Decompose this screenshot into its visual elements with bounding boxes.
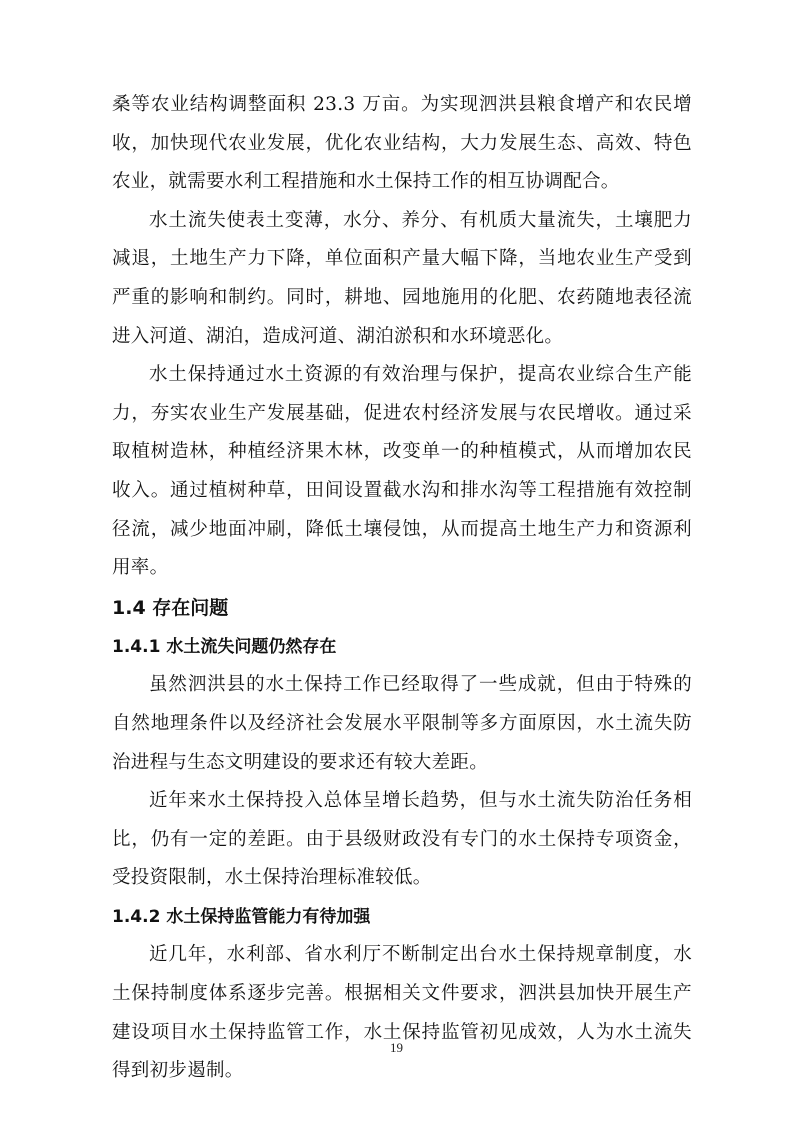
subsection-heading-supervision-capacity: 1.4.2 水土保持监管能力有待加强	[112, 906, 371, 927]
section-heading-existing-problems: 1.4 存在问题	[112, 596, 229, 619]
paragraph-supervision-progress: 近几年，水利部、省水利厅不断制定出台水土保持规章制度，水土保持制度体系逐步完善。根据相关文件要求，泗洪县加快开展生产建设项目水土保持监管工作，水土保持监管初见成效，人为水土流失得到初步遏制。	[112, 944, 692, 1082]
paragraph-agriculture-structure: 桑等农业结构调整面积 23.3 万亩。为实现泗洪县粮食增产和农民增收，加快现代农业发展，优化农业结构，大力发展生态、高效、特色农业，就需要水利工程措施和水土保持工作的相互协调配合。	[112, 94, 692, 193]
paragraph-erosion-gap: 虽然泗洪县的水土保持工作已经取得了一些成就，但由于特殊的自然地理条件以及经济社会发展水平限制等多方面原因，水土流失防治进程与生态文明建设的要求还有较大差距。	[112, 674, 692, 773]
subsection-heading-erosion-persists: 1.4.1 水土流失问题仍然存在	[112, 636, 337, 657]
page-number: 19	[390, 1040, 403, 1055]
paragraph-erosion-impact: 水土流失使表土变薄，水分、养分、有机质大量流失，土壤肥力减退，土地生产力下降，单位面积产量大幅下降，当地农业生产受到严重的影响和制约。同时，耕地、园地施用的化肥、农药随地表径流进入河道、湖泊，造成河道、湖泊淤积和水环境恶化。	[112, 209, 692, 347]
paragraph-conservation-benefits: 水土保持通过水土资源的有效治理与保护，提高农业综合生产能力，夯实农业生产发展基础，促进农村经济发展与农民增收。通过采取植树造林，种植经济果木林，改变单一的种植模式，从而增加农民收入。通过植树种草，田间设置截水沟和排水沟等工程措施有效控制径流，减少地面冲刷，降低土壤侵蚀，从而提高土地生产力和资源利用率。	[112, 364, 692, 579]
page-content	[112, 86, 692, 1091]
paragraph-investment-gap: 近年来水土保持投入总体呈增长趋势，但与水土流失防治任务相比，仍有一定的差距。由于县级财政没有专门的水土保持专项资金，受投资限制，水土保持治理标准较低。	[112, 790, 692, 889]
